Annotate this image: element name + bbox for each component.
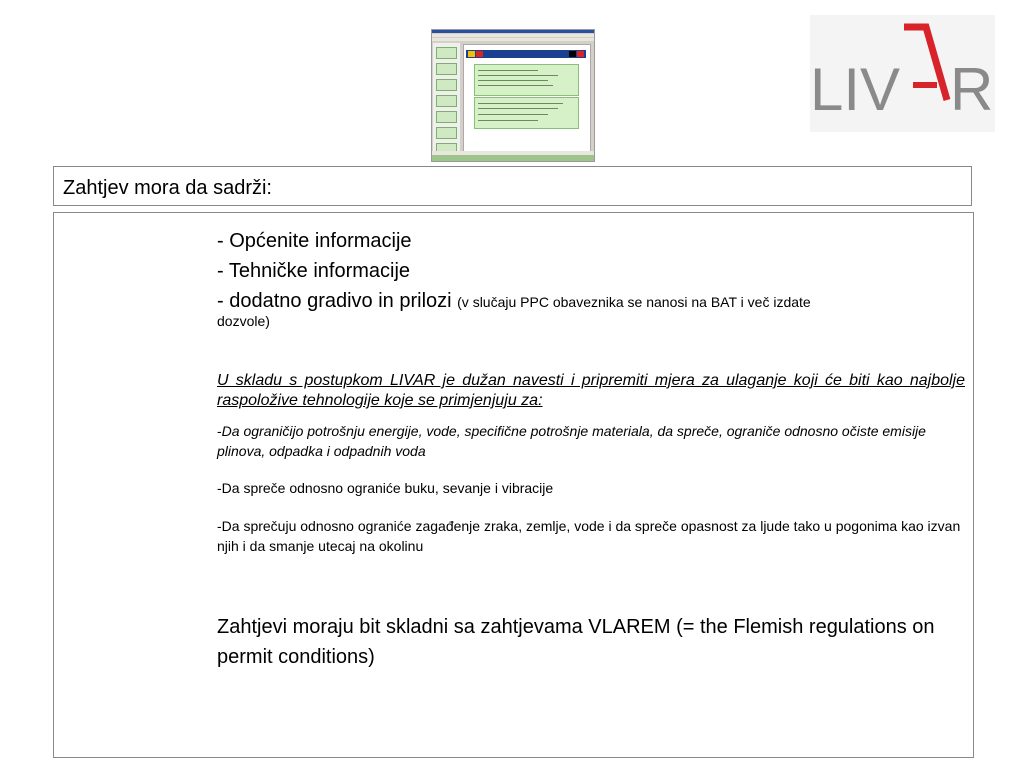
livar-logo-graphic: [810, 15, 995, 132]
list-item: - Tehničke informacije: [217, 260, 411, 282]
measure-text: Da ograničijo potrošnju energije, vode, specifične potrošnje materiala, da spreče, ograniče odnosno očiste emisije plinova, odpadka i odpadnih voda: [217, 423, 926, 459]
list-item: - Općenite informacije: [217, 230, 412, 252]
obligation-statement: U skladu s postupkom LIVAR je dužan navesti i pripremiti mjera za ulaganje koji će biti kao najbolje raspoložive tehnologije koje se primjenjuju za:: [217, 372, 965, 409]
presentation-screenshot-thumbnail: [431, 29, 595, 162]
list-item-note: (v slučaju PPC obaveznika se nanosi na BAT i več izdate: [457, 294, 811, 310]
list-item-main: - dodatno gradivo in prilozi: [217, 290, 458, 312]
livar-logo: [810, 15, 995, 132]
thumbnail-menubar: [432, 34, 594, 37]
content-box: [53, 212, 974, 758]
thumbnail-slide-panel: [433, 43, 460, 153]
conclusion-text: Zahtjevi moraju bit skladni sa zahtjevama VLAREM (= the Flemish regulations on permit conditions): [217, 616, 935, 668]
measure-item: [217, 421, 965, 461]
thumbnail-titlebar: [432, 30, 594, 33]
measure-item: -Da spreče odnosno ograniće buku, sevanje i vibracije: [217, 480, 554, 496]
measure-item: -Da sprečuju odnosno ograniće zagađenje zraka, zemlje, vode i da spreče opasnost za ljude tako u pogonima kao izvan njih i da smanje utecaj na okolinu: [217, 518, 961, 554]
header-box: [53, 166, 972, 206]
content-body: [217, 226, 965, 672]
measure-prefix: -: [217, 423, 222, 439]
logo-text-right: R: [950, 56, 994, 123]
list-item-note-continued: dozvole): [217, 313, 270, 329]
logo-text-left: LIV: [810, 56, 901, 123]
thumbnail-taskbar: [432, 155, 594, 161]
page-title: Zahtjev mora da sadrži:: [63, 177, 272, 199]
thumbnail-toolbar: [432, 38, 594, 41]
thumbnail-slide-banner: [466, 50, 586, 58]
thumbnail-green-box: [474, 97, 579, 129]
